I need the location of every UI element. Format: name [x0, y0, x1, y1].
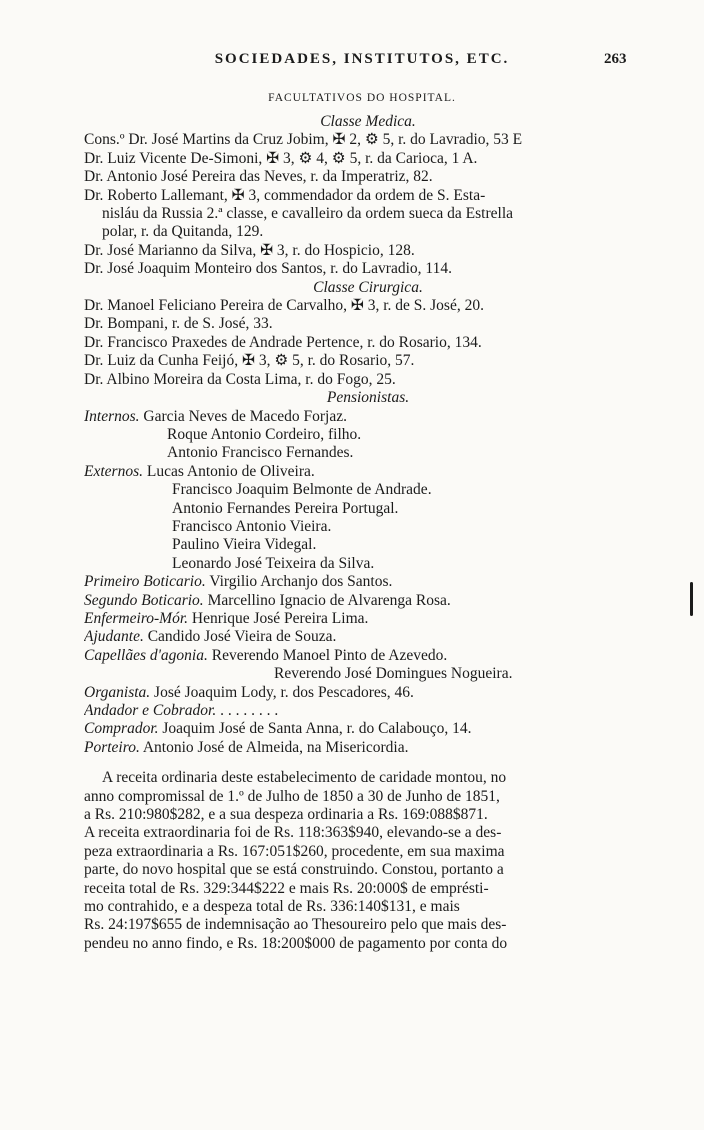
section-subtitle: FACULTATIVOS DO HOSPITAL.	[268, 92, 456, 104]
entry-name: Roque Antonio Cordeiro, filho.	[167, 425, 362, 443]
page-number: 263	[604, 51, 627, 67]
staff-label: Segundo Boticario.	[84, 591, 204, 609]
staff-row	[84, 610, 652, 628]
body-text	[84, 113, 652, 953]
paragraph-line: parte, do novo hospital que se está construindo. Constou, portanto a	[84, 861, 504, 879]
entry-line: Dr. Luiz da Cunha Feijó, ✠ 3, ⚙ 5, r. do Rosario, 57.	[84, 352, 415, 370]
paragraph-line: receita total de Rs. 329:344$222 e mais Rs. 20:000$ de emprésti-	[84, 879, 489, 897]
entry-name: Francisco Antonio Vieira.	[172, 517, 332, 535]
staff-row	[84, 739, 652, 757]
staff-name: Joaquim José de Santa Anna, r. do Calabouço, 14.	[162, 720, 472, 738]
staff-label: Andador e Cobrador.	[84, 702, 217, 719]
staff-label: Porteiro.	[84, 738, 140, 756]
staff-label: Organista.	[84, 683, 151, 701]
running-header: SOCIEDADES, INSTITUTOS, ETC.	[214, 51, 510, 67]
staff-name: Marcellino Ignacio de Alvarenga Rosa.	[207, 591, 451, 609]
entry-line: Dr. José Marianno da Silva, ✠ 3, r. do Hospicio, 128.	[84, 241, 415, 259]
staff-label: Capellães d'agonia.	[84, 646, 208, 664]
staff-row	[84, 720, 652, 738]
finance-paragraph	[84, 769, 652, 953]
paragraph-line: A receita extraordinaria foi de Rs. 118:363$940, elevando-se a des-	[84, 824, 502, 842]
internos-row	[84, 408, 652, 426]
entry-name: Lucas Antonio de Oliveira.	[146, 462, 315, 480]
entry-line: Dr. Luiz Vicente De-Simoni, ✠ 3, ⚙ 4, ⚙ 5, r. da Carioca, 1 A.	[84, 149, 478, 167]
staff-name: Candido José Vieira de Souza.	[147, 628, 337, 646]
staff-name: José Joaquim Lody, r. dos Pescadores, 46.	[154, 683, 414, 701]
margin-mark	[690, 582, 693, 616]
staff-label: Comprador.	[84, 720, 159, 738]
internos-label: Internos.	[84, 407, 140, 425]
entry-line: Dr. Francisco Praxedes de Andrade Pertence, r. do Rosario, 134.	[84, 333, 482, 351]
entry-line: Dr. Roberto Lallemant, ✠ 3, commendador da ordem de S. Esta-	[84, 186, 486, 204]
entry-name: Antonio Fernandes Pereira Portugal.	[172, 499, 399, 517]
entry-line: Dr. Bompani, r. de S. José, 33.	[84, 315, 273, 333]
paragraph-line: peza extraordinaria a Rs. 167:051$260, procedente, em sua maxima	[84, 842, 505, 860]
staff-label: Primeiro Boticario.	[84, 573, 206, 591]
entry-name: Francisco Joaquim Belmonte de Andrade.	[172, 481, 432, 499]
entry-line: polar, r. da Quitanda, 129.	[102, 223, 264, 241]
heading-classe-medica: Classe Medica.	[320, 113, 416, 130]
entry-line: Dr. Manoel Feliciano Pereira de Carvalho, ✠ 3, r. de S. José, 20.	[84, 297, 484, 315]
staff-name: Reverendo José Domingues Nogueira.	[274, 665, 513, 683]
entry-name: Paulino Vieira Videgal.	[172, 536, 317, 554]
paragraph-line: anno compromissal de 1.º de Julho de 1850 a 30 de Junho de 1851,	[84, 787, 500, 805]
entry-name: Garcia Neves de Macedo Forjaz.	[143, 407, 347, 425]
heading-pensionistas: Pensionistas.	[326, 389, 410, 407]
entry-name: Antonio Francisco Fernandes.	[167, 444, 354, 462]
staff-name: Virgilio Archanjo dos Santos.	[209, 573, 393, 591]
staff-row	[84, 702, 652, 720]
paragraph-line: mo contrahido, e a despeza total de Rs. 336:140$131, e mais	[84, 898, 460, 916]
paragraph-line: a Rs. 210:980$282, e a sua despeza ordinaria a Rs. 169:088$871.	[84, 806, 488, 824]
staff-name: . . . . . . . .	[220, 702, 279, 719]
entry-line: Dr. Albino Moreira da Costa Lima, r. do Fogo, 25.	[84, 370, 396, 388]
externos-row	[84, 463, 652, 481]
staff-row	[84, 647, 652, 665]
entry-line: Dr. José Joaquim Monteiro dos Santos, r. do Lavradio, 114.	[84, 260, 452, 278]
staff-name: Reverendo Manoel Pinto de Azevedo.	[211, 646, 448, 664]
entry-line: nisláu da Russia 2.ª classe, e cavalleiro da ordem sueca da Estrella	[102, 205, 513, 223]
staff-label: Ajudante.	[84, 628, 144, 646]
externos-label: Externos.	[84, 462, 143, 480]
entry-line: Dr. Antonio José Pereira das Neves, r. da Imperatriz, 82.	[84, 168, 433, 186]
paragraph-line: A receita ordinaria deste estabelecimento de caridade montou, no	[102, 769, 507, 787]
paragraph-line: Rs. 24:197$655 de indemnisação ao Thesoureiro pelo que mais des-	[84, 916, 507, 934]
staff-row	[84, 684, 652, 702]
entry-name: Leonardo José Teixeira da Silva.	[172, 554, 375, 572]
paragraph-line: pendeu no anno findo, e Rs. 18:200$000 de pagamento por conta do	[84, 934, 508, 952]
staff-row	[84, 592, 652, 610]
staff-label: Enfermeiro-Mór.	[84, 609, 189, 627]
staff-name: Henrique José Pereira Lima.	[191, 609, 369, 627]
staff-row	[84, 573, 652, 591]
entry-line: Cons.º Dr. José Martins da Cruz Jobim, ✠ 2, ⚙ 5, r. do Lavradio, 53 E	[84, 131, 523, 149]
heading-classe-cirurgica: Classe Cirurgica.	[313, 278, 423, 296]
staff-name: Antonio José de Almeida, na Misericordia.	[142, 738, 409, 756]
staff-row	[84, 628, 652, 646]
